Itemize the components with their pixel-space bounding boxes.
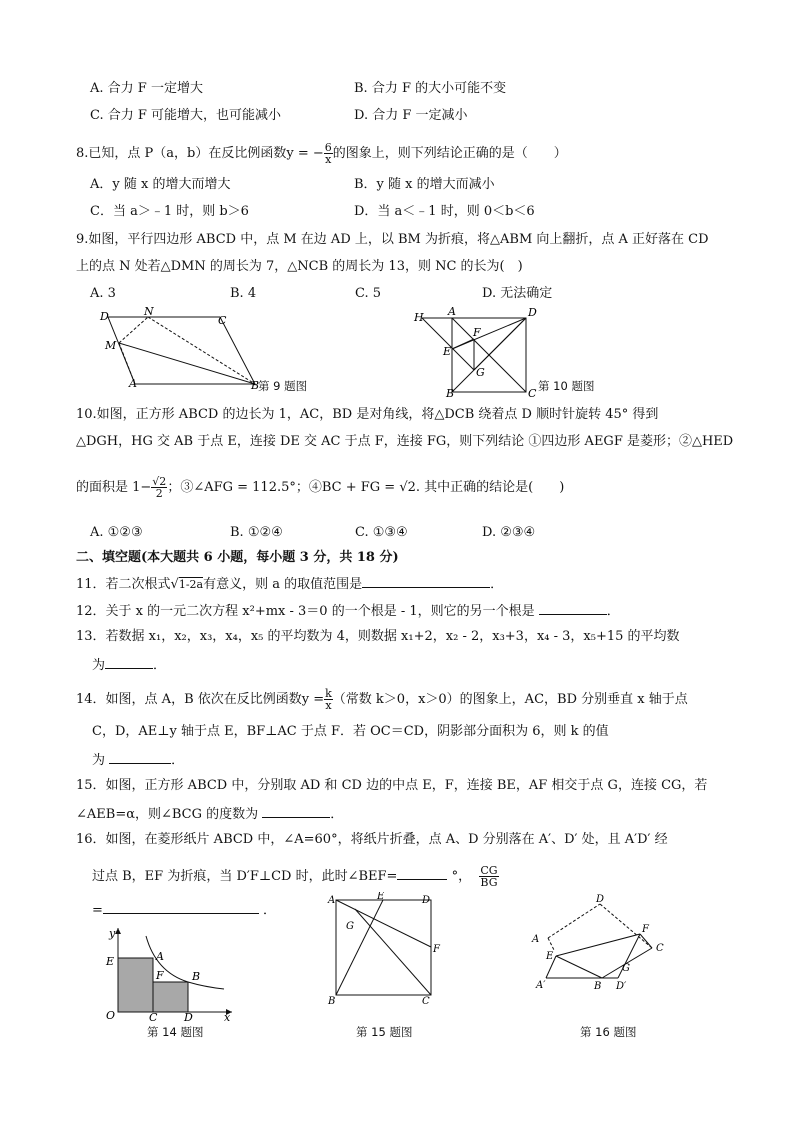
q14-func-numerator: k	[325, 687, 332, 700]
q8-stem-post: 的图象上，则下列结论正确的是（ ）	[332, 146, 567, 161]
figure-q15	[326, 892, 442, 1008]
figure-q16-caption: 第 16 题图	[580, 1025, 637, 1039]
q16-answer-blank-1[interactable]	[397, 866, 447, 880]
q13-end: ．	[153, 658, 167, 673]
figure-q10-caption: 第 10 题图	[538, 379, 595, 393]
q14-func-denominator: x	[325, 699, 332, 712]
figure-q14-caption: 第 14 题图	[147, 1025, 204, 1039]
fig9-label-n: N	[144, 306, 154, 318]
fig10-label-a: A	[448, 306, 456, 318]
q15-line-2	[76, 804, 343, 824]
q7-option-d: D. 合力 F 一定减小	[354, 108, 468, 123]
fig14-label-e: E	[106, 955, 115, 968]
q8-option-a: A．y 随 x 的增大而增大	[90, 177, 231, 192]
fig16-label-a: A	[532, 934, 540, 945]
figure-q16	[528, 892, 678, 996]
q8-option-d: D．当 a＜﹣1 时，则 0＜b＜6	[354, 204, 535, 219]
fig10-label-e: E	[443, 345, 452, 358]
figure-q15-caption: 第 15 题图	[356, 1025, 413, 1039]
q9-option-b: B. 4	[230, 286, 257, 301]
fig16-label-b: B	[594, 981, 602, 992]
q10-option-a: A. ①②③	[90, 525, 143, 540]
q13-line-1: 13．若数据 x₁，x₂，x₃，x₄，x₅ 的平均数为 4，则数据 x₁+2，x₂ - 2，x₃+3，x₄ - 3，x₅+15 的平均数	[76, 629, 680, 644]
fig9-label-a: A	[129, 377, 137, 390]
q12	[76, 601, 620, 621]
q15-line-2-pre: ∠AEB=α，则∠BCG 的度数为	[76, 807, 259, 822]
q14-function-fraction	[324, 688, 333, 711]
fig9-label-b: B	[251, 379, 260, 392]
fig10-label-b: B	[446, 387, 455, 398]
q14-line-3	[92, 750, 184, 770]
q13-line-2	[92, 655, 166, 675]
q10-line-3	[76, 476, 564, 499]
q11-post: 有意义，则 a 的取值范围是	[203, 577, 363, 592]
q7-option-b: B. 合力 F 的大小可能不变	[354, 81, 507, 96]
fig9-label-m: M	[105, 339, 117, 352]
fig14-label-x: x	[224, 1011, 231, 1022]
q11-radicand: 1-2a	[178, 578, 204, 591]
fig15-label-c: C	[422, 996, 430, 1007]
q10-line-3-pre: 的面积是 1−	[76, 480, 152, 495]
fig15-label-b: B	[328, 996, 336, 1007]
q12-answer-blank[interactable]	[539, 601, 607, 615]
q12-text: 12．关于 x 的一元二次方程 x²+mx - 3＝0 的一个根是 - 1，则它的另一个根是	[76, 604, 535, 619]
q16-line-2	[92, 865, 499, 888]
fig10-label-h: H	[414, 311, 424, 324]
q16-line-3-pre: =	[92, 903, 103, 918]
fig14-label-o: O	[106, 1009, 116, 1022]
q16-frac-numerator: CG	[480, 864, 498, 877]
q12-end: ．	[606, 604, 620, 619]
q9-line-1: 9.如图，平行四边形 ABCD 中，点 M 在边 AD 上，以 BM 为折痕，将△ABM 向上翻折，点 A 正好落在 CD	[76, 232, 709, 247]
q16-line-3	[92, 900, 276, 920]
fig10-label-c: C	[528, 387, 537, 398]
q8-func-denominator: x	[325, 153, 332, 166]
fig16-label-g: G	[622, 963, 630, 974]
q16-line-1: 16．如图，在菱形纸片 ABCD 中，∠A=60°，将纸片折叠，点 A、D 分别落在 A′、D′ 处，且 A′D′ 经	[76, 832, 668, 847]
q14-post: （常数 k＞0，x＞0）的图象上，AC，BD 分别垂直 x 轴于点	[332, 692, 688, 707]
q10-line-2: △DGH，HG 交 AB 于点 E，连接 DE 交 AC 于点 F，连接 FG，则下列结论 ①四边形 AEGF 是菱形；②△HED	[76, 434, 734, 449]
q16-answer-blank-2[interactable]	[103, 900, 259, 914]
q16-degree-sign: °，	[451, 869, 472, 884]
q14-end: ．	[171, 753, 185, 768]
q8-option-b: B．y 随 x 的增大而减小	[354, 177, 495, 192]
fig10-label-d: D	[528, 306, 537, 319]
fig14-label-d: D	[184, 1011, 193, 1022]
fig14-label-c: C	[149, 1011, 158, 1022]
q9-option-c: C. 5	[355, 286, 382, 301]
fig14-label-f: F	[156, 969, 164, 982]
q14-function-lhs: y =	[301, 692, 325, 707]
fig9-label-c: C	[218, 314, 227, 327]
fig14-label-y: y	[109, 927, 116, 940]
fig15-label-f: F	[433, 944, 440, 955]
q8-stem	[76, 142, 567, 165]
q9-option-a: A. 3	[90, 286, 116, 301]
fig15-label-e: E	[377, 892, 385, 902]
q8-function-fraction	[324, 142, 333, 165]
q16-frac-denominator: BG	[480, 876, 498, 889]
fig16-label-d-prime: D′	[616, 981, 627, 992]
q9-line-2: 上的点 N 处若△DMN 的周长为 7，△NCB 的周长为 13，则 NC 的长为( )	[76, 259, 523, 274]
fig14-label-b: B	[192, 970, 201, 983]
fig16-label-a-prime: A′	[536, 980, 546, 991]
q15-answer-blank[interactable]	[262, 804, 330, 818]
fig10-label-f: F	[473, 326, 481, 339]
fig10-label-g: G	[476, 366, 485, 379]
q15-line-1: 15．如图，正方形 ABCD 中，分别取 AD 和 CD 边的中点 E，F，连接 BE，AF 相交于点 G，连接 CG，若	[76, 778, 708, 793]
q8-func-numerator: 6	[324, 141, 332, 154]
q14-line-3-pre: 为	[92, 753, 106, 768]
q10-frac-numerator: √2	[152, 475, 167, 488]
q15-end: ．	[330, 807, 344, 822]
q7-option-a: A. 合力 F 一定增大	[90, 81, 203, 96]
q14-pre: 14．如图，点 A，B 依次在反比例函数	[76, 692, 302, 707]
fig9-label-d: D	[100, 310, 109, 323]
q14-answer-blank[interactable]	[109, 750, 171, 764]
q7-option-c: C. 合力 F 可能增大，也可能减小	[90, 108, 282, 123]
q11-pre: 11．若二次根式	[76, 577, 171, 592]
q14-line-1	[76, 688, 688, 711]
figure-q14	[100, 922, 240, 1022]
q13-line-2-pre: 为	[92, 658, 106, 673]
section-2-heading: 二、填空题(本大题共 6 小题，每小题 3 分，共 18 分)	[76, 550, 399, 565]
q11-answer-blank[interactable]	[362, 574, 490, 588]
fig16-label-d: D	[596, 894, 605, 905]
fig15-label-g: G	[346, 921, 354, 932]
q16-end: ．	[263, 903, 277, 918]
q11-end: ．	[490, 577, 504, 592]
q10-line-3-post: ；③∠AFG = 112.5°；④BC + FG = √2. 其中正确的结论是( )	[167, 480, 565, 495]
q8-stem-pre: 8.已知，点 P（a，b）在反比例函数	[76, 146, 287, 161]
fig16-label-c: C	[656, 943, 664, 954]
q13-answer-blank[interactable]	[105, 655, 153, 669]
q10-option-d: D. ②③④	[482, 525, 536, 540]
q11-radical-sign: √	[170, 577, 179, 592]
fig16-label-e: E	[546, 951, 554, 962]
fig16-label-f: F	[642, 924, 649, 935]
q8-option-c: C．当 a＞﹣1 时，则 b＞6	[90, 204, 249, 219]
q11	[76, 574, 503, 594]
q10-option-c: C. ①③④	[355, 525, 408, 540]
figure-q10	[410, 306, 540, 398]
q10-frac-denominator: 2	[155, 487, 163, 500]
q14-line-2: C，D，AE⊥y 轴于点 E，BF⊥AC 于点 F．若 OC＝CD，阴影部分面积为 6，则 k 的值	[92, 724, 609, 739]
q10-option-b: B. ①②④	[230, 525, 283, 540]
q10-line-1: 10.如图，正方形 ABCD 的边长为 1，AC，BD 是对角线，将△DCB 绕着点 D 顺时针旋转 45° 得到	[76, 407, 659, 422]
figure-q9-caption: 第 9 题图	[258, 379, 308, 393]
q16-line-2-pre: 过点 B，EF 为折痕，当 D′F⊥CD 时，此时∠BEF=	[92, 869, 398, 884]
q10-fraction	[151, 476, 167, 499]
fig15-label-a: A	[328, 895, 336, 906]
q9-option-d: D. 无法确定	[482, 286, 553, 301]
fig15-label-d: D	[422, 895, 431, 906]
q16-fraction	[479, 865, 498, 888]
q8-function-lhs: y = −	[286, 146, 324, 161]
fig14-label-a: A	[156, 950, 164, 963]
